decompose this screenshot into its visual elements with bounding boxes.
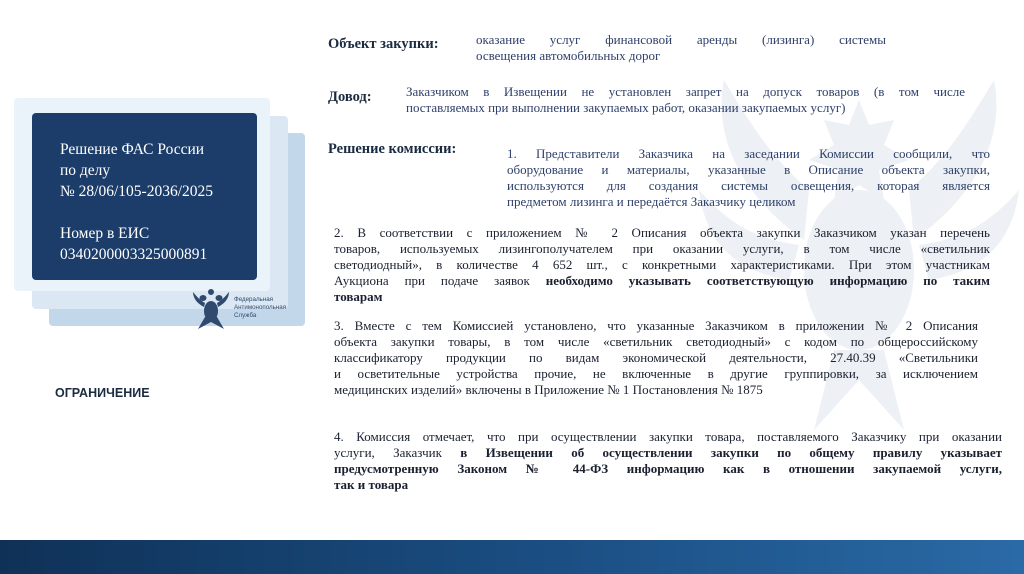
decision-p2-line4-bold: необходимо указывать соответствующую информацию по таким (545, 273, 990, 288)
decision-point-4 (334, 429, 1002, 493)
decision-p3-line1: 3. Вместе с тем Комиссией установлено, что указанные Заказчиком в приложении № 2 Описания (334, 318, 978, 333)
object-value-line1: оказание услуг финансовой аренды (лизинга) системы (476, 32, 886, 47)
decision-p3-line4: и осветительные устройства прочие, не включенные в другие группировки, за исключением (334, 366, 978, 381)
decision-point-1 (507, 146, 990, 210)
case-info-card (32, 113, 257, 280)
logo-text-line1: Федеральная (234, 296, 273, 303)
decision-p2-line4-normal: Аукциона при подаче заявок (334, 273, 546, 288)
decision-p4-line2-normal: услуги, Заказчик (334, 445, 461, 460)
decision-p3-line2: объекта закупки товары, в том числе «светильник светодиодный» с кодом по общероссийскому (334, 334, 978, 349)
decision-p4-line2-bold: в Извещении об осуществлении закупки по общему правилу указывает (460, 445, 1002, 460)
decision-p4-line3: предусмотренную Законом № 44-ФЗ информацию как в отношении закупаемой услуги, (334, 461, 1002, 476)
eis-number: 0340200003325000891 (60, 246, 208, 263)
decision-p4-line1: 4. Комиссия отмечает, что при осуществлении закупки товара, поставляемого Заказчику при оказании (334, 429, 1002, 444)
decision-p3-line5: медицинских изделий» включены в Приложение № 1 Постановления № 1875 (334, 382, 763, 397)
restriction-label: ОГРАНИЧЕНИЕ (55, 386, 150, 400)
decision-p4-line2 (334, 445, 1002, 461)
decision-label: Решение комиссии: (328, 141, 457, 157)
decision-point-2 (334, 225, 990, 305)
argument-value-line2: поставляемых при выполнении закупаемых работ, оказании закупаемых услуг) (406, 100, 846, 115)
decision-p2-line2: товаров, используемых лизингополучателем при оказании услуги, в том числе «светильник (334, 241, 990, 256)
decision-p2-line4 (334, 273, 990, 289)
decision-p1-line2: оборудование и материалы, указанные в Описание объекта закупки, (507, 162, 990, 177)
decision-p4-line4: так и товара (334, 477, 409, 492)
decision-p2-line1: 2. В соответствии с приложением № 2 Описания объекта закупки Заказчиком указан перечень (334, 225, 990, 240)
logo-text-line3: Служба (234, 312, 257, 319)
case-decision-title: Решение ФАС России (60, 141, 205, 158)
decision-p1-line3: используются для создания системы освещения, которая является (507, 178, 990, 193)
decision-p1-line1: 1. Представители Заказчика на заседании Комиссии сообщили, что (507, 146, 990, 161)
decision-p2-line5: товарам (334, 289, 383, 304)
fas-logo (192, 287, 302, 333)
argument-value-line1: Заказчиком в Извещении не установлен запрет на допуск товаров (в том числе (406, 84, 965, 99)
argument-value (406, 84, 965, 116)
decision-point-3 (334, 318, 978, 398)
logo-text-line2: Антимонопольная (234, 304, 287, 311)
object-value (476, 32, 886, 64)
eis-number-label: Номер в ЕИС (60, 225, 150, 242)
object-value-line2: освещения автомобильных дорог (476, 48, 661, 63)
case-decision-subtitle: по делу (60, 162, 111, 179)
footer-bar (0, 540, 1024, 574)
case-number: № 28/06/105-2036/2025 (60, 183, 213, 200)
argument-label: Довод: (328, 89, 372, 105)
object-label: Объект закупки: (328, 36, 439, 52)
decision-p3-line3: классификатору продукции по видам экономической деятельности, 27.40.39 «Светильники (334, 350, 978, 365)
decision-p1-line4: предметом лизинга и передаётся Заказчику целиком (507, 194, 796, 209)
double-headed-eagle-icon (192, 287, 230, 331)
decision-p2-line3: светодиодный», в количестве 4 652 шт., с конкретными характеристиками. При этом участникам (334, 257, 990, 272)
